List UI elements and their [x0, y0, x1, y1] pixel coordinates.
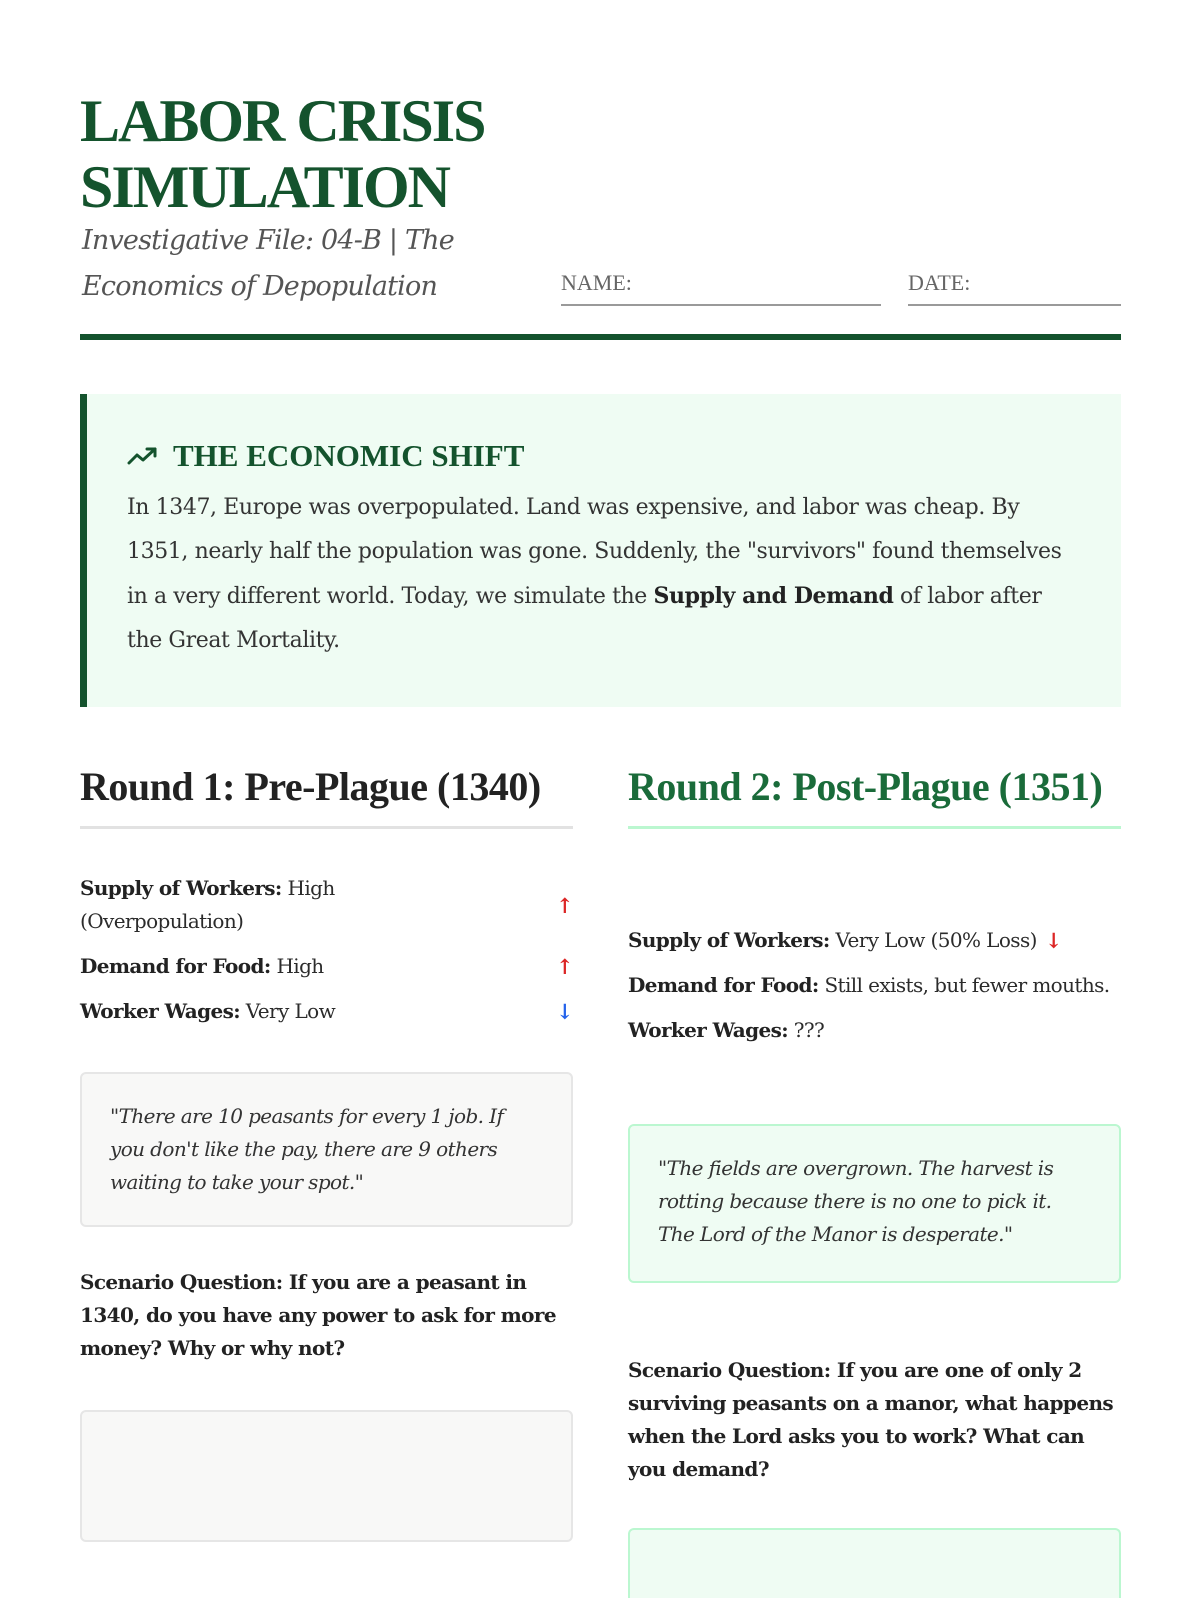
stat-label: Demand for Food:: [80, 954, 271, 978]
arrow-up-icon: ↑: [556, 954, 573, 979]
arrow-up-icon: ↑: [556, 892, 573, 918]
round-2-stats: [628, 924, 1121, 1059]
stat-value: ???: [793, 1018, 825, 1042]
arrow-down-icon: ↓: [1044, 928, 1062, 953]
round-1-quote: "There are 10 peasants for every 1 job. If you don't like the pay, there are 9 others waiting to take your spot.": [80, 1072, 573, 1227]
header-divider: [80, 334, 1121, 340]
stat-label: Supply of Workers:: [628, 928, 830, 952]
stat-item: [80, 872, 573, 938]
stat-label: Demand for Food:: [628, 973, 819, 997]
stat-item: [80, 950, 573, 983]
stat-label: Worker Wages:: [80, 999, 241, 1023]
stat-label: Worker Wages:: [628, 1018, 789, 1042]
stat-value: High (Overpopulation): [80, 876, 335, 933]
stat-value: Still exists, but fewer mouths.: [824, 973, 1110, 997]
round-1-title: Round 1: Pre-Plague (1340): [80, 760, 573, 829]
stat-value: Very Low (50% Loss): [835, 928, 1037, 952]
name-label: NAME:: [561, 270, 632, 295]
arrow-down-icon: ↓: [556, 999, 573, 1024]
page-subtitle: Investigative File: 04-B | The Economics of Depopulation: [82, 225, 454, 302]
economic-shift-panel: [80, 394, 1121, 707]
stat-label: Supply of Workers:: [80, 876, 282, 900]
stat-item: [628, 969, 1121, 1002]
round-2-question: Scenario Question: If you are one of only 2 surviving peasants on a manor, what happens when the Lord asks you to work? What can you demand?: [628, 1358, 1114, 1481]
intro-text-2: of labor after the Great Mortality.: [127, 584, 1042, 653]
trending-up-icon: [127, 445, 159, 467]
date-label: DATE:: [908, 270, 971, 295]
round-2-title: Round 2: Post-Plague (1351): [628, 760, 1121, 829]
round-1-answer-box[interactable]: [80, 1410, 573, 1542]
page-title: LABOR CRISIS SIMULATION: [80, 88, 485, 220]
heading-text: THE ECONOMIC SHIFT: [173, 438, 525, 473]
intro-text-bold: Supply and Demand: [653, 583, 894, 609]
round-2-answer-box[interactable]: [628, 1528, 1121, 1598]
round-1-question: Scenario Question: If you are a peasant in 1340, do you have any power to ask for more money? Why or why not?: [80, 1270, 556, 1360]
stat-value: Very Low: [245, 999, 336, 1023]
economic-shift-heading: [127, 438, 1081, 474]
round-1-stats: [80, 872, 573, 1040]
stat-item: [628, 924, 1121, 957]
stat-item: [80, 995, 573, 1028]
intro-text: [127, 486, 1081, 663]
intro-text-1: In 1347, Europe was overpopulated. Land was expensive, and labor was cheap. By 1351, nearly half the population was gone. Suddenly, the "survivors" found themselves in a very different world. Today, we simulate the: [127, 495, 1062, 609]
stat-item: [628, 1014, 1121, 1047]
date-field[interactable]: [908, 268, 1121, 306]
name-field[interactable]: [561, 268, 881, 306]
stat-value: High: [276, 954, 324, 978]
round-2-quote: "The fields are overgrown. The harvest is rotting because there is no one to pick it. The Lord of the Manor is desperate.": [628, 1124, 1121, 1283]
